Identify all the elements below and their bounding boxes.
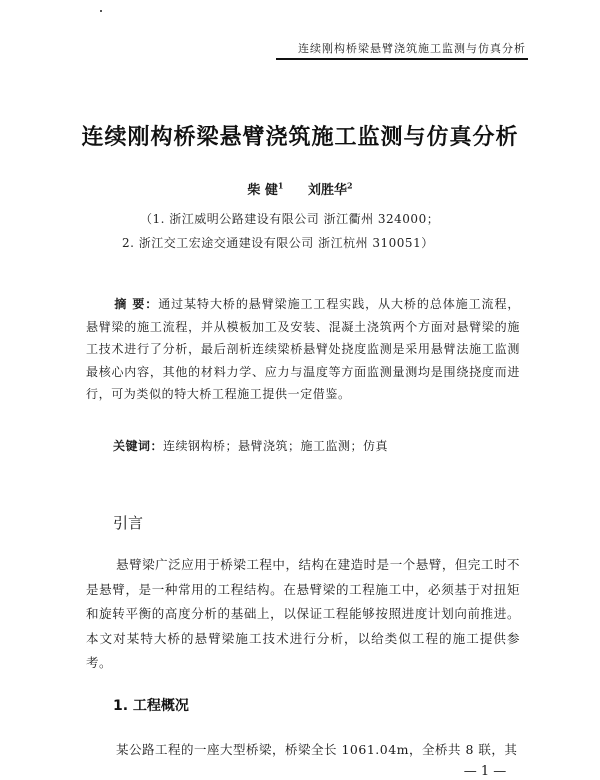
section-1-text: 某公路工程的一座大型桥梁，桥梁全长 1061.04m，全桥共 8 联，其: [116, 742, 518, 757]
keywords-text: 连续钢构桥；悬臂浇筑；施工监测；仿真: [163, 439, 389, 453]
abstract: [86, 293, 520, 406]
affiliation-2: 2. 浙江交工宏途交通建设有限公司 浙江杭州 310051）: [122, 236, 434, 250]
affiliation-1: （1. 浙江威明公路建设有限公司 浙江衢州 324000；: [140, 212, 440, 226]
intro-heading: 引言: [113, 514, 144, 532]
paper-title: 连续刚构桥梁悬臂浇筑施工监测与仿真分析: [81, 125, 519, 150]
author-line: [0, 179, 600, 198]
intro-text: 悬臂梁广泛应用于桥梁工程中，结构在建造时是一个悬臂，但完工时不是悬臂，是一种常用的工程结构。在悬臂梁的工程施工中，必须基于对扭矩和旋转平衡的高度分析的基础上，以保证工程能够按照进度计划向前推进。本文对某特大桥的悬臂梁施工技术进行分析，以给类似工程的施工提供参考。: [86, 557, 520, 670]
author-2: 刘胜华$^2$: [308, 180, 353, 198]
intro-paragraph: [86, 553, 520, 676]
section-1-heading: 1. 工程概况: [113, 698, 189, 714]
author-1: 柴 健$^1$: [247, 180, 284, 198]
keywords-label: 关键词：: [113, 439, 164, 453]
scan-speck: [100, 10, 102, 12]
keywords: [113, 437, 388, 454]
page-number: — 1 —: [463, 764, 507, 779]
abstract-text: 通过某特大桥的悬臂梁施工工程实践，从大桥的总体施工流程，悬臂梁的施工流程，并从模板加工及安装、混凝土浇筑两个方面对悬臂梁的施工技术进行了分析，最后剖析连续梁桥悬臂处挠度监测是采用悬臂法施工监测最核心内容，其他的材料力学、应力与温度等方面监测量测均是围绕挠度而进行，可为类似的特大桥工程施工提供一定借鉴。: [86, 297, 521, 401]
header-rule: [276, 58, 528, 60]
running-header: 连续刚构桥梁悬臂浇筑施工监测与仿真分析: [298, 42, 526, 55]
abstract-label: 摘 要：: [114, 297, 159, 311]
